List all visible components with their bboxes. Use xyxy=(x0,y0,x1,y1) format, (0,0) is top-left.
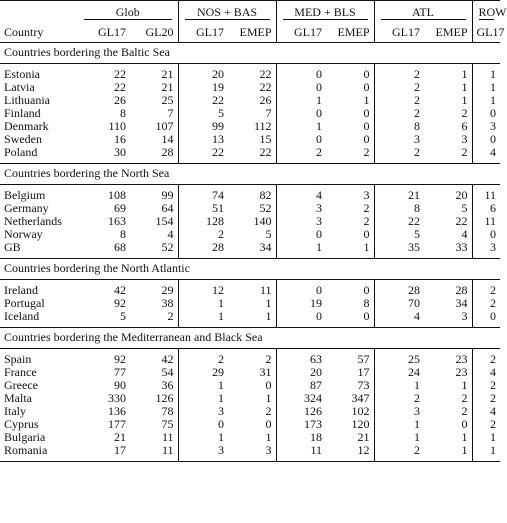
value-cell: 5 xyxy=(178,107,228,120)
value-cell: 3 xyxy=(228,444,276,462)
column-country: Country xyxy=(0,23,78,43)
value-cell: 70 xyxy=(374,297,424,310)
value-cell: 1 xyxy=(363,93,370,107)
value-cell: 14 xyxy=(161,132,174,146)
column-header: GL17 xyxy=(78,23,130,43)
value-cell: 2 xyxy=(472,297,500,310)
value-cell: 73 xyxy=(357,378,370,392)
value-cell: 8 xyxy=(374,202,424,215)
table-row xyxy=(0,185,500,203)
value-cell: 21 xyxy=(161,80,174,94)
country-cell: Romania xyxy=(0,444,78,462)
value-cell: 8 xyxy=(120,106,126,120)
group-label: ROW xyxy=(478,5,507,19)
value-cell: 2 xyxy=(265,352,272,366)
country-cell: Spain xyxy=(4,352,32,366)
value-cell: 22 xyxy=(259,67,272,81)
value-cell: 126 xyxy=(155,391,174,405)
table-row xyxy=(0,241,500,259)
table-row xyxy=(0,107,500,120)
value-cell: 177 xyxy=(108,417,126,431)
value-cell: 22 xyxy=(178,146,228,164)
value-cell: 13 xyxy=(178,133,228,146)
value-cell: 22 xyxy=(114,80,126,94)
country-cell: Netherlands xyxy=(4,214,62,228)
table-row xyxy=(0,392,500,405)
value-cell: 2 xyxy=(276,146,326,164)
country-cell: Portugal xyxy=(4,296,45,310)
value-cell: 7 xyxy=(167,106,174,120)
value-cell: 1 xyxy=(461,430,468,444)
value-cell: 2 xyxy=(374,444,424,462)
column-header: EMEP xyxy=(424,23,472,43)
value-cell: 2 xyxy=(178,349,228,367)
value-cell: 2 xyxy=(363,201,370,215)
country-cell: Sweden xyxy=(4,132,42,146)
value-cell: 102 xyxy=(351,404,370,418)
value-cell: 1 xyxy=(472,431,500,444)
value-cell: 2 xyxy=(472,280,500,298)
value-cell: 38 xyxy=(161,296,174,310)
country-cell: France xyxy=(4,365,37,379)
value-cell: 1 xyxy=(265,309,272,323)
value-cell: 324 xyxy=(276,392,326,405)
value-cell: 0 xyxy=(363,80,370,94)
value-cell: 36 xyxy=(161,378,174,392)
table-row xyxy=(0,379,500,392)
value-cell: 92 xyxy=(114,352,126,366)
value-cell: 68 xyxy=(114,240,126,254)
value-cell: 107 xyxy=(155,119,174,133)
value-cell: 22 xyxy=(374,215,424,228)
value-cell: 330 xyxy=(108,391,126,405)
section-header-row xyxy=(0,164,500,185)
value-cell: 2 xyxy=(374,107,424,120)
value-cell: 163 xyxy=(108,214,126,228)
value-cell: 120 xyxy=(351,417,370,431)
value-cell: 17 xyxy=(78,444,130,462)
value-cell: 11 xyxy=(259,283,272,297)
value-cell: 3 xyxy=(178,405,228,418)
value-cell: 75 xyxy=(161,417,174,431)
country-cell: GB xyxy=(4,240,21,254)
value-cell: 0 xyxy=(363,309,370,323)
table-row xyxy=(0,146,500,164)
value-cell: 11 xyxy=(276,444,326,462)
value-cell: 21 xyxy=(357,430,370,444)
value-cell: 2 xyxy=(167,309,174,323)
value-cell: 24 xyxy=(374,366,424,379)
column-header: EMEP xyxy=(228,23,276,43)
section-title: Countries bordering the Mediterranean and Black Sea xyxy=(0,328,500,349)
value-cell: 136 xyxy=(108,404,126,418)
value-cell: 7 xyxy=(265,106,272,120)
value-cell: 5 xyxy=(461,201,468,215)
value-cell: 8 xyxy=(374,120,424,133)
value-cell: 2 xyxy=(472,418,500,431)
country-cell: Bulgaria xyxy=(4,430,46,444)
value-cell: 99 xyxy=(161,188,174,202)
value-cell: 1 xyxy=(374,418,424,431)
group-atl xyxy=(374,1,472,24)
value-cell: 63 xyxy=(276,349,326,367)
value-cell: 92 xyxy=(114,296,126,310)
value-cell: 1 xyxy=(461,93,468,107)
section-header-row xyxy=(0,259,500,280)
value-cell: 1 xyxy=(265,296,272,310)
value-cell: 2 xyxy=(265,404,272,418)
group-label: Glob xyxy=(84,6,172,20)
value-cell: 3 xyxy=(374,405,424,418)
value-cell: 2 xyxy=(472,392,500,405)
value-cell: 90 xyxy=(114,378,126,392)
value-cell: 28 xyxy=(178,241,228,259)
value-cell: 34 xyxy=(259,240,272,254)
value-cell: 1 xyxy=(178,310,228,328)
value-cell: 35 xyxy=(374,241,424,259)
country-cell: Norway xyxy=(4,227,43,241)
value-cell: 23 xyxy=(455,365,468,379)
table-row xyxy=(0,120,500,133)
value-cell: 0 xyxy=(276,133,326,146)
value-cell: 12 xyxy=(178,280,228,298)
value-cell: 11 xyxy=(130,444,178,462)
value-cell: 64 xyxy=(161,201,174,215)
value-cell: 0 xyxy=(363,283,370,297)
value-cell: 17 xyxy=(357,365,370,379)
table-body xyxy=(0,43,500,462)
value-cell: 0 xyxy=(276,107,326,120)
value-cell: 1 xyxy=(276,94,326,107)
value-cell: 1 xyxy=(472,94,500,107)
value-cell: 154 xyxy=(155,214,174,228)
column-header: GL17 xyxy=(276,23,326,43)
value-cell: 0 xyxy=(363,132,370,146)
value-cell: 4 xyxy=(167,227,174,241)
value-cell: 1 xyxy=(472,444,500,462)
value-cell: 2 xyxy=(374,94,424,107)
value-cell: 6 xyxy=(472,202,500,215)
table-row xyxy=(0,81,500,94)
value-cell: 34 xyxy=(455,296,468,310)
value-cell: 0 xyxy=(363,67,370,81)
value-cell: 4 xyxy=(374,310,424,328)
value-cell: 22 xyxy=(259,80,272,94)
country-cell: Lithuania xyxy=(4,93,50,107)
value-cell: 3 xyxy=(472,120,500,133)
value-cell: 1 xyxy=(276,120,326,133)
value-cell: 29 xyxy=(161,283,174,297)
table-row xyxy=(0,366,500,379)
value-cell: 69 xyxy=(114,201,126,215)
value-cell: 52 xyxy=(161,240,174,254)
country-cell: Belgium xyxy=(4,188,46,202)
value-cell: 78 xyxy=(161,404,174,418)
value-cell: 28 xyxy=(455,283,468,297)
value-cell: 20 xyxy=(455,188,468,202)
value-cell: 112 xyxy=(253,119,272,133)
value-cell: 30 xyxy=(114,145,126,159)
table-row xyxy=(0,228,500,241)
table-row xyxy=(0,405,500,418)
section-header-row xyxy=(0,43,500,64)
value-cell: 1 xyxy=(178,431,228,444)
value-cell: 0 xyxy=(461,417,468,431)
value-cell: 0 xyxy=(472,228,500,241)
value-cell: 0 xyxy=(276,280,326,298)
value-cell: 8 xyxy=(363,296,370,310)
header-blank xyxy=(0,1,78,24)
value-cell: 0 xyxy=(472,310,500,328)
table-row xyxy=(0,202,500,215)
value-cell: 128 xyxy=(178,215,228,228)
country-cell: Italy xyxy=(4,404,26,418)
value-cell: 1 xyxy=(276,241,326,259)
value-cell: 20 xyxy=(178,64,228,82)
table-row xyxy=(0,310,500,328)
value-cell: 2 xyxy=(374,81,424,94)
value-cell: 57 xyxy=(357,352,370,366)
country-cell: Finland xyxy=(4,106,41,120)
value-cell: 2 xyxy=(461,145,468,159)
value-cell: 12 xyxy=(326,444,374,462)
value-cell: 4 xyxy=(472,405,500,418)
column-header: EMEP xyxy=(326,23,374,43)
table-row xyxy=(0,133,500,146)
value-cell: 2 xyxy=(461,404,468,418)
value-cell: 2 xyxy=(374,392,424,405)
section-header-row xyxy=(0,328,500,349)
country-cell: Cyprus xyxy=(4,417,39,431)
value-cell: 25 xyxy=(374,349,424,367)
value-cell: 2 xyxy=(363,145,370,159)
value-cell: 6 xyxy=(461,119,468,133)
table-row xyxy=(0,431,500,444)
value-cell: 0 xyxy=(276,64,326,82)
value-cell: 2 xyxy=(472,349,500,367)
column-header: GL17 xyxy=(374,23,424,43)
section-title: Countries bordering the North Sea xyxy=(0,164,500,185)
value-cell: 0 xyxy=(178,418,228,431)
value-cell: 4 xyxy=(472,146,500,164)
value-cell: 2 xyxy=(178,228,228,241)
header-group-row xyxy=(0,1,500,24)
section-title: Countries bordering the North Atlantic xyxy=(0,259,500,280)
value-cell: 22 xyxy=(259,145,272,159)
value-cell: 23 xyxy=(455,352,468,366)
value-cell: 347 xyxy=(351,391,370,405)
value-cell: 87 xyxy=(276,379,326,392)
value-cell: 0 xyxy=(363,106,370,120)
value-cell: 11 xyxy=(161,430,174,444)
group-med-bls xyxy=(276,1,374,24)
value-cell: 2 xyxy=(472,379,500,392)
value-cell: 126 xyxy=(276,405,326,418)
country-cell: Greece xyxy=(4,378,38,392)
value-cell: 19 xyxy=(276,297,326,310)
value-cell: 1 xyxy=(461,378,468,392)
value-cell: 1 xyxy=(265,391,272,405)
value-cell: 1 xyxy=(178,379,228,392)
value-cell: 2 xyxy=(461,106,468,120)
value-cell: 51 xyxy=(178,202,228,215)
country-cell: Ireland xyxy=(4,283,38,297)
value-cell: 1 xyxy=(461,80,468,94)
table-row xyxy=(0,349,500,367)
value-cell: 0 xyxy=(472,107,500,120)
value-cell: 74 xyxy=(178,185,228,203)
value-cell: 173 xyxy=(276,418,326,431)
value-cell: 20 xyxy=(276,366,326,379)
value-cell: 1 xyxy=(374,431,424,444)
value-cell: 16 xyxy=(114,132,126,146)
value-cell: 33 xyxy=(455,240,468,254)
value-cell: 1 xyxy=(265,430,272,444)
table-header xyxy=(0,1,507,43)
value-cell: 1 xyxy=(472,81,500,94)
value-cell: 0 xyxy=(363,227,370,241)
value-cell: 31 xyxy=(259,365,272,379)
group-nos-bas xyxy=(178,1,276,24)
group-label: NOS + BAS xyxy=(185,6,270,20)
value-cell: 22 xyxy=(455,214,468,228)
country-cell: Latvia xyxy=(4,80,35,94)
value-cell: 3 xyxy=(461,309,468,323)
value-cell: 3 xyxy=(472,241,500,259)
value-cell: 1 xyxy=(374,379,424,392)
value-cell: 5 xyxy=(374,228,424,241)
value-cell: 0 xyxy=(276,81,326,94)
value-cell: 1 xyxy=(363,240,370,254)
table-row xyxy=(0,297,500,310)
value-cell: 22 xyxy=(114,67,126,81)
value-cell: 11 xyxy=(472,185,500,203)
value-cell: 2 xyxy=(363,214,370,228)
column-header: GL17 xyxy=(178,23,228,43)
value-cell: 26 xyxy=(259,93,272,107)
value-cell: 2 xyxy=(374,146,424,164)
group-glob xyxy=(78,1,178,24)
value-cell: 1 xyxy=(424,444,472,462)
value-cell: 82 xyxy=(259,188,272,202)
value-cell: 0 xyxy=(276,228,326,241)
column-header: GL17 xyxy=(472,23,500,43)
group-label: MED + BLS xyxy=(283,6,368,20)
value-cell: 0 xyxy=(265,417,272,431)
country-cell: Denmark xyxy=(4,119,49,133)
value-cell: 3 xyxy=(461,132,468,146)
value-cell: 1 xyxy=(472,64,500,82)
value-cell: 77 xyxy=(114,365,126,379)
value-cell: 42 xyxy=(114,283,126,297)
value-cell: 22 xyxy=(178,94,228,107)
value-cell: 11 xyxy=(472,215,500,228)
value-cell: 2 xyxy=(374,64,424,82)
group-label: ATL xyxy=(381,6,466,20)
value-cell: 0 xyxy=(363,119,370,133)
value-cell: 21 xyxy=(374,185,424,203)
value-cell: 54 xyxy=(161,365,174,379)
value-cell: 3 xyxy=(374,133,424,146)
value-cell: 42 xyxy=(161,352,174,366)
country-cell: Iceland xyxy=(4,309,40,323)
value-cell: 28 xyxy=(161,145,174,159)
value-cell: 8 xyxy=(120,227,126,241)
value-cell: 3 xyxy=(363,188,370,202)
country-cell: Estonia xyxy=(4,67,40,81)
value-cell: 1 xyxy=(178,297,228,310)
value-cell: 3 xyxy=(276,202,326,215)
value-cell: 25 xyxy=(161,93,174,107)
value-cell: 21 xyxy=(161,67,174,81)
value-cell: 18 xyxy=(276,431,326,444)
value-cell: 1 xyxy=(178,392,228,405)
value-cell: 4 xyxy=(472,366,500,379)
header-column-row xyxy=(0,23,500,43)
value-cell: 4 xyxy=(276,185,326,203)
value-cell: 0 xyxy=(265,378,272,392)
value-cell: 29 xyxy=(178,366,228,379)
country-cell: Germany xyxy=(4,201,49,215)
value-cell: 140 xyxy=(253,214,272,228)
value-cell: 52 xyxy=(259,201,272,215)
country-cell: Poland xyxy=(4,145,38,159)
column-header: GL20 xyxy=(130,23,178,43)
country-cell: Malta xyxy=(4,391,32,405)
section-title: Countries bordering the Baltic Sea xyxy=(0,43,500,64)
value-cell: 99 xyxy=(178,120,228,133)
value-cell: 3 xyxy=(178,444,228,462)
table-row xyxy=(0,94,500,107)
value-cell: 21 xyxy=(114,430,126,444)
group-row xyxy=(472,1,507,24)
value-cell: 15 xyxy=(259,132,272,146)
value-cell: 4 xyxy=(461,227,468,241)
value-cell: 3 xyxy=(276,215,326,228)
table-row xyxy=(0,280,500,298)
value-cell: 5 xyxy=(265,227,272,241)
value-cell: 0 xyxy=(276,310,326,328)
value-cell: 108 xyxy=(108,188,126,202)
value-cell: 5 xyxy=(120,309,126,323)
value-cell: 0 xyxy=(472,133,500,146)
table-row xyxy=(0,64,500,82)
value-cell: 1 xyxy=(461,67,468,81)
value-cell: 110 xyxy=(108,119,126,133)
value-cell: 28 xyxy=(374,280,424,298)
table-row xyxy=(0,418,500,431)
table-row xyxy=(0,215,500,228)
value-cell: 19 xyxy=(178,81,228,94)
value-cell: 26 xyxy=(114,93,126,107)
table-row xyxy=(0,444,500,462)
value-cell: 2 xyxy=(461,391,468,405)
